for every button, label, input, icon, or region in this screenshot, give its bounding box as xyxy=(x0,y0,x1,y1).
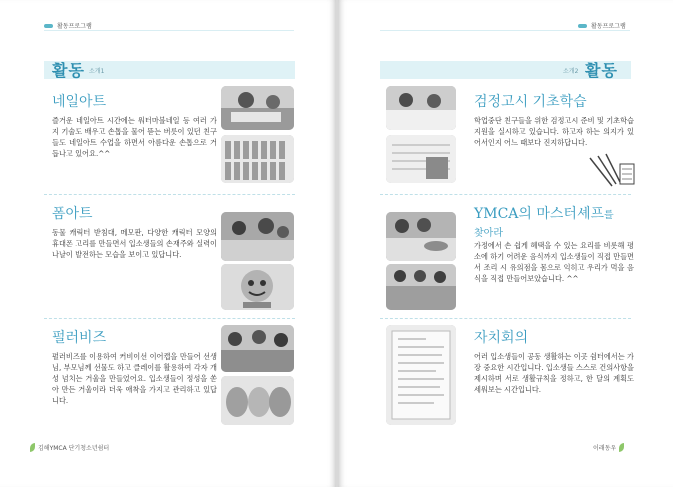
section-title-perlerbeads: 펄러비즈 xyxy=(52,330,107,346)
right-band-subtitle: 소개2 xyxy=(563,68,579,75)
section-body-masterchef: 가정에서 손 쉽게 혜택을 수 있는 요리를 비롯해 평소에 하기 어려운 음식까지 입소생들이 직접 만들면서 조리 시 유의점을 몸으로 익히고 우리가 먹을 음식을 직접 만들어보았습니다. ^^ xyxy=(474,241,634,283)
header-marker-icon xyxy=(44,24,53,28)
left-header-rule xyxy=(44,30,294,31)
cooking-photo-2 xyxy=(386,264,456,310)
section-title-masterchef xyxy=(474,206,634,242)
masterchef-title-suffix: 를 xyxy=(604,210,614,221)
perlerbeads-photo-1 xyxy=(221,325,294,372)
right-running-header xyxy=(578,21,626,30)
right-page xyxy=(338,0,673,487)
section-title-nailart: 네일아트 xyxy=(52,94,107,110)
nailart-photo-2 xyxy=(221,135,294,183)
right-header-text: 활동프로그램 xyxy=(591,23,626,30)
section-title-foamart: 폼아트 xyxy=(52,206,93,222)
study-photo-1 xyxy=(386,86,456,130)
section-title-study: 검정고시 기초학습 xyxy=(474,94,587,110)
right-footer xyxy=(593,443,624,452)
left-band-title: 활동 xyxy=(52,61,85,80)
left-running-header xyxy=(44,21,92,30)
masterchef-title-line2: 찾아라 xyxy=(474,228,503,239)
cooking-photo-1 xyxy=(386,212,456,261)
masterchef-title-main: YMCA의 마스터셰프 xyxy=(474,206,604,222)
leaf-icon xyxy=(619,443,624,452)
left-header-text: 활동프로그램 xyxy=(57,23,92,30)
section-body-perlerbeads: 펄러비즈를 이용하여 커비이선 이어캡을 만들어 선생님, 부모님께 선물도 하고 클레이를 활용하여 각자 개성 넘치는 거울을 만들었어요. 입소생들이 정성을 쏟아 만든 거울이라 더욱 애착을 가지고 관리하고 있답니다. xyxy=(52,352,217,405)
left-page xyxy=(0,0,336,487)
pens-illustration-icon xyxy=(586,152,636,192)
right-header-rule xyxy=(380,30,630,31)
right-band-title: 활동 xyxy=(585,61,618,80)
section-divider xyxy=(380,318,631,319)
foamart-photo-2 xyxy=(221,264,294,310)
foamart-photo-1 xyxy=(221,212,294,261)
nailart-photo-1 xyxy=(221,86,294,130)
meeting-document-photo xyxy=(386,325,456,425)
section-divider xyxy=(380,194,631,195)
section-divider xyxy=(44,318,295,319)
perlerbeads-photo-2 xyxy=(221,376,294,425)
section-divider xyxy=(44,194,295,195)
section-body-council: 어러 입소생들이 공동 생활하는 이곳 쉼터에서는 가장 중요한 시간입니다. 입소생들 스스로 건의사항을 제시하며 서로 생활규칙을 정하고, 한 달의 계획도 세워보는 시간입니다. xyxy=(474,352,634,394)
section-body-foamart: 동물 캐릭터 받침대, 메모판, 다양한 캐릭터 모양의 휴대폰 고리를 만들면서 입소생들의 손재주와 실력이 나날이 발전하는 모습을 보이고 있답니다. xyxy=(52,228,217,259)
header-marker-icon xyxy=(578,24,587,28)
section-title-council: 자치회의 xyxy=(474,330,529,346)
right-footer-text: 이래동우 xyxy=(593,445,617,452)
left-footer-text: 김해YMCA 단기청소년쉼터 xyxy=(38,445,110,452)
section-body-nailart: 즐거운 네일아트 시간에는 워터마블네일 등 여러 가지 기술도 배우고 손톱을 물어 뜯는 버릇이 있던 친구들도 네일아트 수업을 하면서 아름다운 손톱으로 거듭나고 있어요.^^ xyxy=(52,116,217,158)
left-footer xyxy=(30,443,109,452)
section-body-study: 학업중단 친구들을 위한 검정고시 준비 및 기초학습지원을 실시하고 있습니다. 하고자 하는 의지가 있어서인지 어느 때보다 진지하답니다. xyxy=(474,116,634,147)
left-band-subtitle: 소개1 xyxy=(89,68,105,75)
study-photo-2 xyxy=(386,135,456,183)
leaf-icon xyxy=(30,443,35,452)
